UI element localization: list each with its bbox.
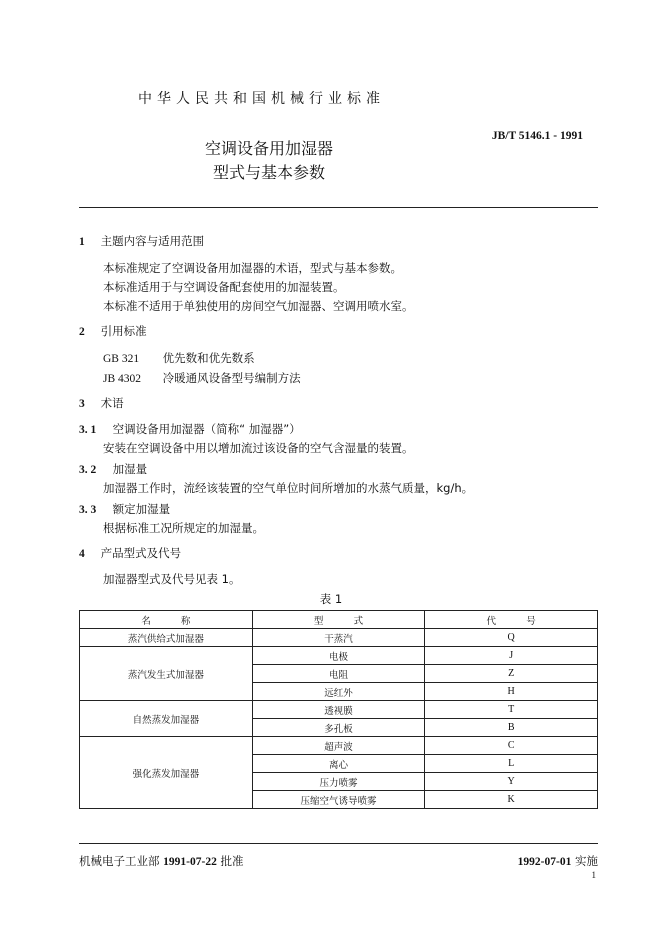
header-name: 名 称 <box>80 611 253 629</box>
code-cell: K <box>425 791 598 809</box>
page-number: 1 <box>591 870 596 880</box>
code-cell: Q <box>425 629 598 647</box>
approval-date: 1991-07-22 <box>163 856 217 868</box>
section-1-paragraph: 本标准适用于与空调设备配套使用的加湿装置。 <box>103 280 345 294</box>
implementation-line <box>518 853 598 869</box>
category-cell: 强化蒸发加湿器 <box>80 737 253 809</box>
type-cell: 电阻 <box>252 665 425 683</box>
section-2-heading <box>79 323 147 339</box>
type-cell: 压缩空气诱导喷雾 <box>252 791 425 809</box>
implementation-word: 实施 <box>575 854 598 868</box>
approval-org: 机械电子工业部 <box>79 854 160 868</box>
term-definition: 加湿器工作时，流经该装置的空气单位时间所增加的水蒸气质量，kg/h。 <box>103 481 474 495</box>
section-number: 1 <box>79 236 85 248</box>
section-title: 主题内容与适用范围 <box>100 234 205 248</box>
term-definition: 安装在空调设备中用以增加流过该设备的空气含湿量的装置。 <box>103 441 414 455</box>
type-cell: 干蒸汽 <box>252 629 425 647</box>
code-cell: Z <box>425 665 598 683</box>
category-cell: 自然蒸发加湿器 <box>80 701 253 737</box>
table-row <box>80 629 598 647</box>
reference-title: 冷暖通风设备型号编制方法 <box>162 371 301 385</box>
type-cell: 离心 <box>252 755 425 773</box>
type-cell: 远红外 <box>252 683 425 701</box>
humidifier-type-table <box>79 610 598 809</box>
header-code: 代 号 <box>425 611 598 629</box>
term-heading <box>79 421 301 437</box>
term-name: 加湿量 <box>112 462 148 476</box>
section-4-heading <box>79 545 181 561</box>
approval-line <box>79 853 243 869</box>
reference-title: 优先数和优先数系 <box>162 351 255 365</box>
section-number: 2 <box>79 326 85 338</box>
standard-number: JB/T 5146.1 - 1991 <box>491 130 583 142</box>
section-title: 术语 <box>100 396 124 410</box>
code-cell: C <box>425 737 598 755</box>
term-number: 3. 3 <box>79 504 97 516</box>
term-heading <box>79 501 170 517</box>
type-cell: 多孔板 <box>252 719 425 737</box>
table-row <box>80 647 598 665</box>
implementation-date: 1992-07-01 <box>517 856 572 868</box>
reference-item <box>103 370 301 386</box>
type-cell: 电极 <box>252 647 425 665</box>
section-title: 引用标准 <box>100 324 147 338</box>
table-row <box>80 701 598 719</box>
section-number: 4 <box>79 548 85 560</box>
section-number: 3 <box>79 398 85 410</box>
code-cell: L <box>425 755 598 773</box>
type-cell: 压力喷雾 <box>252 773 425 791</box>
type-cell: 超声波 <box>252 737 425 755</box>
term-heading <box>79 461 147 477</box>
header-type: 型 式 <box>252 611 425 629</box>
reference-code: GB 321 <box>103 353 140 365</box>
reference-code: JB 4302 <box>103 373 142 385</box>
section-1-heading <box>79 233 204 249</box>
code-cell: B <box>425 719 598 737</box>
category-cell: 蒸汽供给式加湿器 <box>80 629 253 647</box>
approval-word: 批准 <box>220 854 244 868</box>
code-cell: Y <box>425 773 598 791</box>
document-title-line2: 型式与基本参数 <box>212 163 325 182</box>
code-cell: H <box>425 683 598 701</box>
term-definition: 根据标准工况所规定的加湿量。 <box>103 521 264 535</box>
category-cell: 蒸汽发生式加湿器 <box>80 647 253 701</box>
table-caption: 表 1 <box>319 592 343 606</box>
type-cell: 透视膜 <box>252 701 425 719</box>
table-header-row <box>80 611 598 629</box>
section-4-intro: 加湿器型式及代号见表 1。 <box>103 572 241 586</box>
bottom-divider <box>79 843 598 844</box>
term-number: 3. 1 <box>79 424 97 436</box>
section-title: 产品型式及代号 <box>100 546 182 560</box>
section-3-heading <box>79 395 124 411</box>
term-number: 3. 2 <box>79 464 97 476</box>
table-row <box>80 737 598 755</box>
top-divider <box>79 207 598 208</box>
section-1-paragraph: 本标准不适用于单独使用的房间空气加湿器、空调用喷水室。 <box>103 299 414 313</box>
document-title-line1: 空调设备用加湿器 <box>204 139 333 158</box>
reference-item <box>103 350 255 366</box>
term-name: 额定加湿量 <box>112 502 171 516</box>
code-cell: T <box>425 701 598 719</box>
section-1-paragraph: 本标准规定了空调设备用加湿器的术语，型式与基本参数。 <box>103 261 402 275</box>
organization-heading: 中华人民共和国机械行业标准 <box>138 91 385 107</box>
code-cell: J <box>425 647 598 665</box>
term-name: 空调设备用加湿器（简称“ 加湿器”） <box>112 422 301 436</box>
